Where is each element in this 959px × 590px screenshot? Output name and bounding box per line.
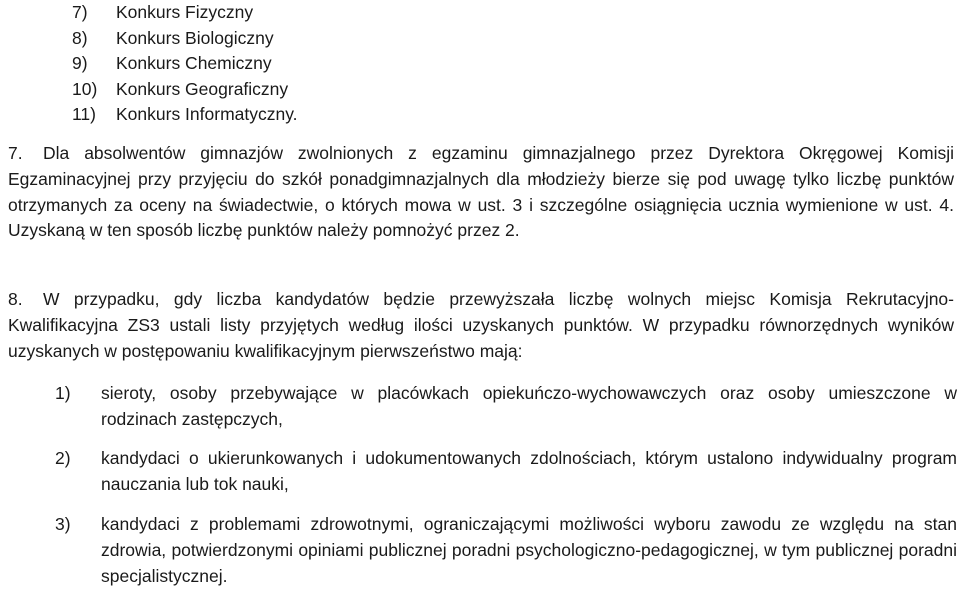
list-number: 1) [55,383,71,403]
list-number: 7) [72,2,88,22]
list-label: Konkurs Informatyczny. [116,104,298,124]
list-number: 8) [72,27,88,48]
list-number: 3) [55,514,71,534]
list-item [45,381,957,433]
list-item [72,0,298,26]
list-item [72,102,298,128]
list-number: 11) [72,104,96,124]
list-label: Konkurs Fizyczny [116,2,254,22]
list-item [72,26,298,52]
list-label: Konkurs Chemiczny [116,53,272,73]
paragraph-number: 7. [8,143,23,163]
list-item [72,51,298,77]
list-number: 9) [72,53,88,73]
paragraph-8 [8,287,954,364]
list-number: 10) [72,78,98,99]
paragraph-text: W przypadku, gdy liczba kandydatów będzie przewyższała liczbę wolnych miejsc Komisja Rekrutacyjno-Kwalifikacyjna ZS3 ustali listy przyjętych według ilości uzyskanych punktów. W przypadku równorzędnych wyników uzyskanych w postępowaniu kwalifikacyjnym pierwszeństwo mają: [8,289,954,361]
list-item [45,512,957,589]
list-number: 2) [55,448,71,468]
list-text: kandydaci z problemami zdrowotnymi, ograniczającymi możliwości wyboru zawodu ze względu na stan zdrowia, potwierdzonymi opiniami publicznej poradni psychologiczno-pedagogicznej, w tym publicznej poradni specjalistycznej. [101,514,957,586]
paragraph-text: Dla absolwentów gimnazjów zwolnionych z egzaminu gimnazjalnego przez Dyrektora Okręgowej Komisji Egzaminacyjnej przy przyjęciu do szkół ponadgimnazjalnych dla młodzieży bierze się pod uwagę tylko liczbę punktów otrzymanych za oceny na świadectwie, o których mowa w ust. 3 i szczególne osiągnięcia ucznia wymienione w ust. 4. Uzyskaną w ten sposób liczbę punktów należy pomnożyć przez 2. [8,143,954,241]
paragraph-number: 8. [8,289,23,309]
paragraph-7 [8,141,954,244]
list-label: Konkurs Geograficzny [116,78,289,99]
list-item [72,77,298,103]
list-item [45,446,957,498]
list-text: kandydaci o ukierunkowanych i udokumentowanych zdolnościach, którym ustalono indywidualny program nauczania lub tok nauki, [101,448,957,494]
contest-list [72,0,298,128]
list-label: Konkurs Biologiczny [116,27,274,48]
list-text: sieroty, osoby przebywające w placówkach opiekuńczo-wychowawczych oraz osoby umieszczone w rodzinach zastępczych, [101,383,957,429]
